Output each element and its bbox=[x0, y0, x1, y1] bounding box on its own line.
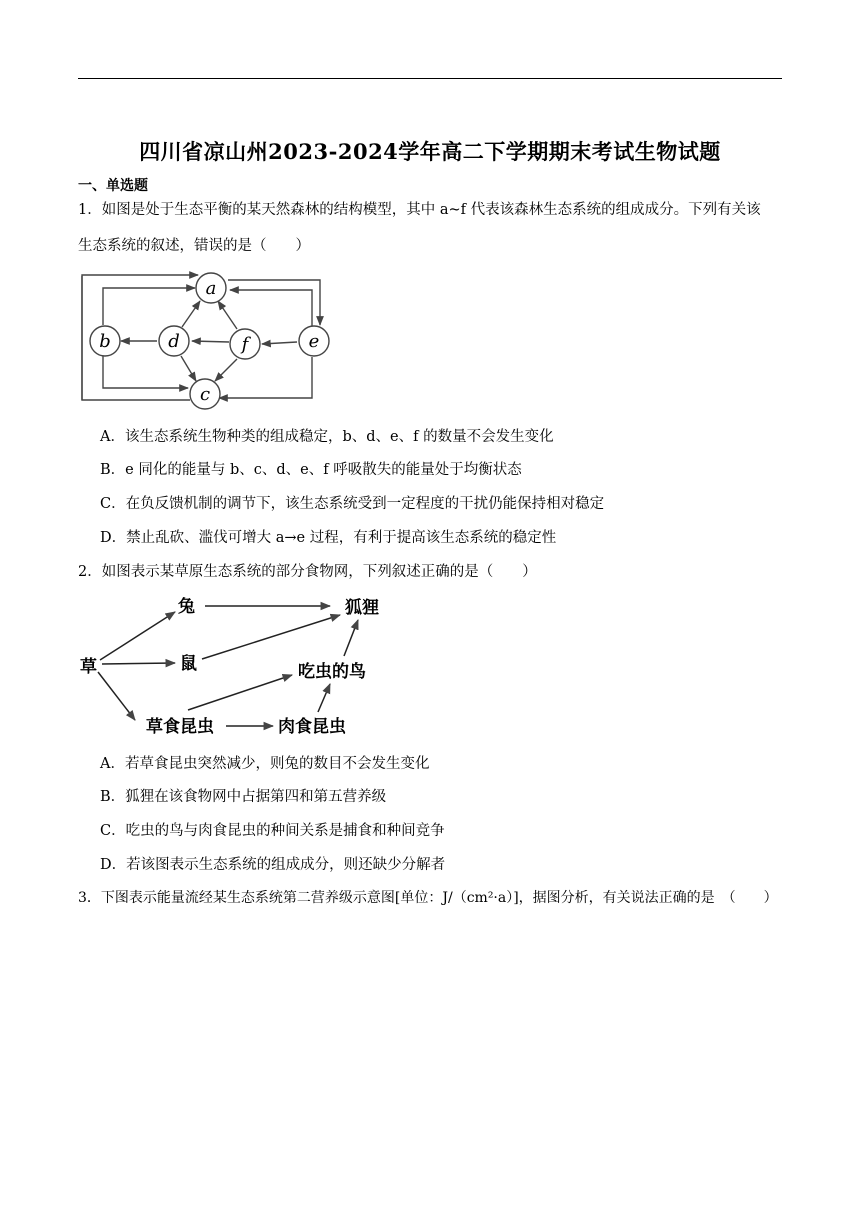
arrow-f-to-d bbox=[192, 341, 229, 342]
arrow-b-to-a-outer bbox=[103, 288, 195, 325]
arrow-mouse-fox bbox=[202, 615, 340, 659]
arrow-bird-fox bbox=[344, 620, 358, 656]
q1-stem-line1: 1．如图是处于生态平衡的某天然森林的结构模型，其中 a~f 代表该森林生态系统的组成成分。下列有关该 bbox=[78, 202, 761, 218]
arrow-f-to-a bbox=[218, 301, 237, 329]
node-a-label: a bbox=[205, 278, 217, 299]
q2-option-d: D．若该图表示生态系统的组成成分，则还缺少分解者 bbox=[100, 857, 446, 873]
arrow-carninsect-bird bbox=[318, 684, 330, 712]
label-fox: 狐狸 bbox=[345, 598, 379, 618]
arrow-b-to-c bbox=[103, 356, 188, 388]
arrow-d-to-a bbox=[182, 301, 200, 327]
q1-stem-line2: 生态系统的叙述，错误的是（ ） bbox=[78, 238, 310, 254]
q2-option-a: A．若草食昆虫突然减少，则兔的数目不会发生变化 bbox=[100, 756, 430, 772]
q2-option-c: C．吃虫的鸟与肉食昆虫的种间关系是捕食和种间竞争 bbox=[100, 823, 445, 839]
arrow-e-to-f bbox=[262, 342, 297, 344]
arrow-a-to-e bbox=[228, 280, 320, 325]
q3-stem: 3．下图表示能量流经某生态系统第二营养级示意图[单位：J/（cm²·a）]，据图分析，有关说法正确的是 （ ） bbox=[78, 890, 778, 906]
node-f-label: f bbox=[241, 334, 249, 355]
arrow-herbinsect-bird bbox=[188, 675, 292, 710]
q2-stem: 2．如图表示某草原生态系统的部分食物网，下列叙述正确的是（ ） bbox=[78, 564, 537, 580]
node-b-label: b bbox=[99, 331, 111, 352]
node-e-label: e bbox=[308, 331, 320, 352]
arrow-grass-mouse bbox=[102, 663, 175, 664]
arrow-grass-herbinsect bbox=[98, 672, 135, 720]
q1-option-d: D．禁止乱砍、滥伐可增大 a→e 过程，有利于提高该生态系统的稳定性 bbox=[100, 530, 557, 546]
node-d-label: d bbox=[168, 331, 180, 352]
label-rabbit: 兔 bbox=[178, 597, 195, 617]
label-carn-insect: 肉食昆虫 bbox=[278, 717, 346, 737]
q1-option-b: B．e 同化的能量与 b、c、d、e、f 呼吸散失的能量处于均衡状态 bbox=[100, 462, 522, 478]
label-mouse: 鼠 bbox=[180, 654, 197, 674]
q2-option-b: B．狐狸在该食物网中占据第四和第五营养级 bbox=[100, 789, 387, 805]
food-web-diagram bbox=[80, 596, 379, 737]
arrow-grass-rabbit bbox=[100, 612, 175, 660]
arrow-e-to-a bbox=[230, 290, 312, 326]
arrow-d-to-c bbox=[181, 356, 196, 381]
section-heading: 一、单选题 bbox=[78, 178, 148, 194]
page-title: 四川省凉山州2023-2024学年高二下学期期末考试生物试题 bbox=[139, 139, 721, 164]
q1-option-a: A．该生态系统生物种类的组成稳定，b、d、e、f 的数量不会发生变化 bbox=[100, 429, 554, 445]
label-bird: 吃虫的鸟 bbox=[298, 662, 366, 682]
node-c-label: c bbox=[199, 384, 211, 405]
label-herb-insect: 草食昆虫 bbox=[146, 717, 214, 737]
arrow-f-to-c bbox=[215, 359, 237, 381]
q1-option-c: C．在负反馈机制的调节下，该生态系统受到一定程度的干扰仍能保持相对稳定 bbox=[100, 496, 605, 512]
label-grass: 草 bbox=[80, 657, 97, 677]
